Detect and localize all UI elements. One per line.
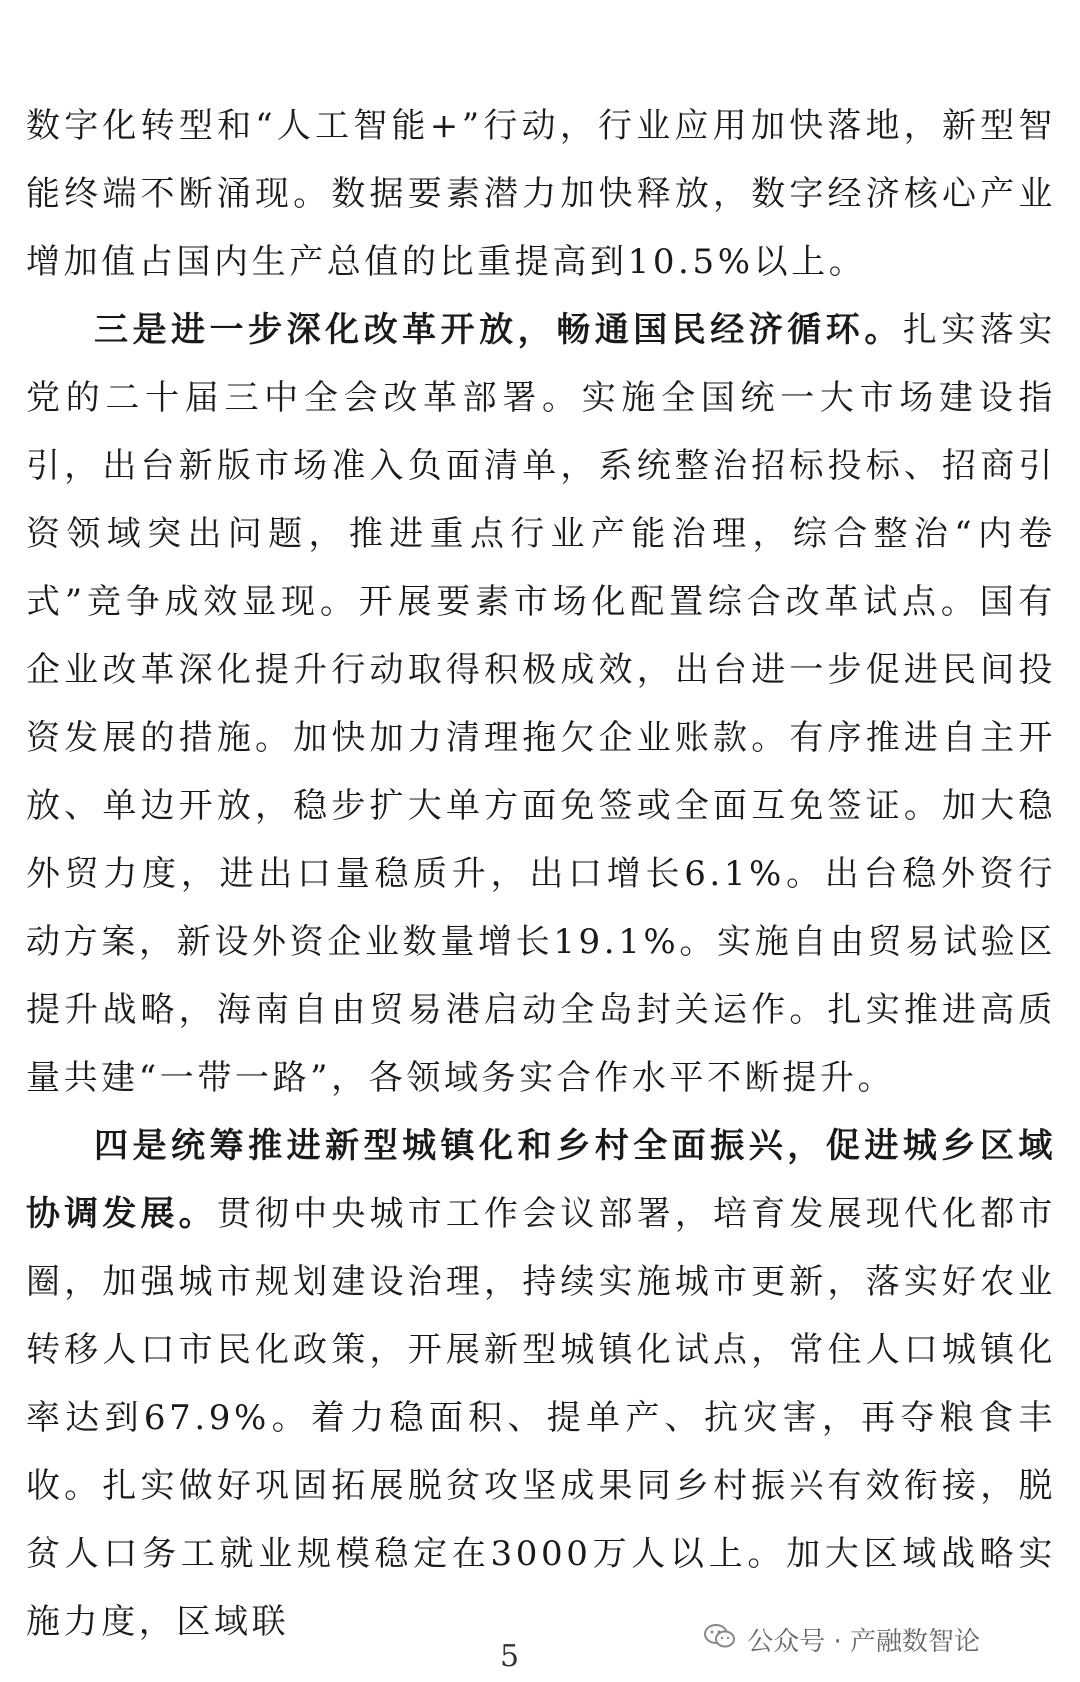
paragraph-2 — [26, 296, 1056, 1112]
wechat-icon — [703, 1623, 737, 1656]
paragraph-3 — [26, 1112, 1056, 1656]
paragraph-text: 数字化转型和“人工智能+”行动，行业应用加快落地，新型智能终端不断涌现。数据要素潜力加快释放，数字经济核心产业增加值占国内生产总值的比重提高到10.5%以上。 — [26, 106, 1056, 282]
watermark-text: 公众号 · 产融数智论 — [747, 1627, 980, 1657]
page-number: 5 — [500, 1639, 520, 1674]
paragraph-lead: 四是统筹推进新型城镇化和乡村全面振兴，促进城乡区域协调发展。 — [26, 1126, 1056, 1234]
paragraph-lead: 三是进一步深化改革开放，畅通国民经济循环。 — [94, 310, 903, 350]
watermark — [703, 1621, 980, 1658]
page-footer — [0, 1614, 1080, 1682]
paragraph-1 — [26, 92, 1056, 296]
paragraph-text: 扎实落实党的二十届三中全会改革部署。实施全国统一大市场建设指引，出台新版市场准入负面清单，系统整治招标投标、招商引资领域突出问题，推进重点行业产能治理，综合整治“内卷式”竞争成效显现。开展要素市场化配置综合改革试点。国有企业改革深化提升行动取得积极成效，出台进一步促进民间投资发展的措施。加快加力清理拖欠企业账款。有序推进自主开放、单边开放，稳步扩大单方面免签或全面互免签证。加大稳外贸力度，进出口量稳质升，出口增长6.1%。出台稳外资行动方案，新设外资企业数量增长19.1%。实施自由贸易试验区提升战略，海南自由贸易港启动全岛封关运作。扎实推进高质量共建“一带一路”，各领域务实合作水平不断提升。 — [26, 310, 1056, 1098]
paragraph-text: 贯彻中央城市工作会议部署，培育发展现代化都市圈，加强城市规划建设治理，持续实施城市更新，落实好农业转移人口市民化政策，开展新型城镇化试点，常住人口城镇化率达到67.9%。着力稳面积、提单产、抗灾害，再夺粮食丰收。扎实做好巩固拓展脱贫攻坚成果同乡村振兴有效衔接，脱贫人口务工就业规模稳定在3000万人以上。加大区域战略实施力度，区域联 — [26, 1194, 1057, 1642]
